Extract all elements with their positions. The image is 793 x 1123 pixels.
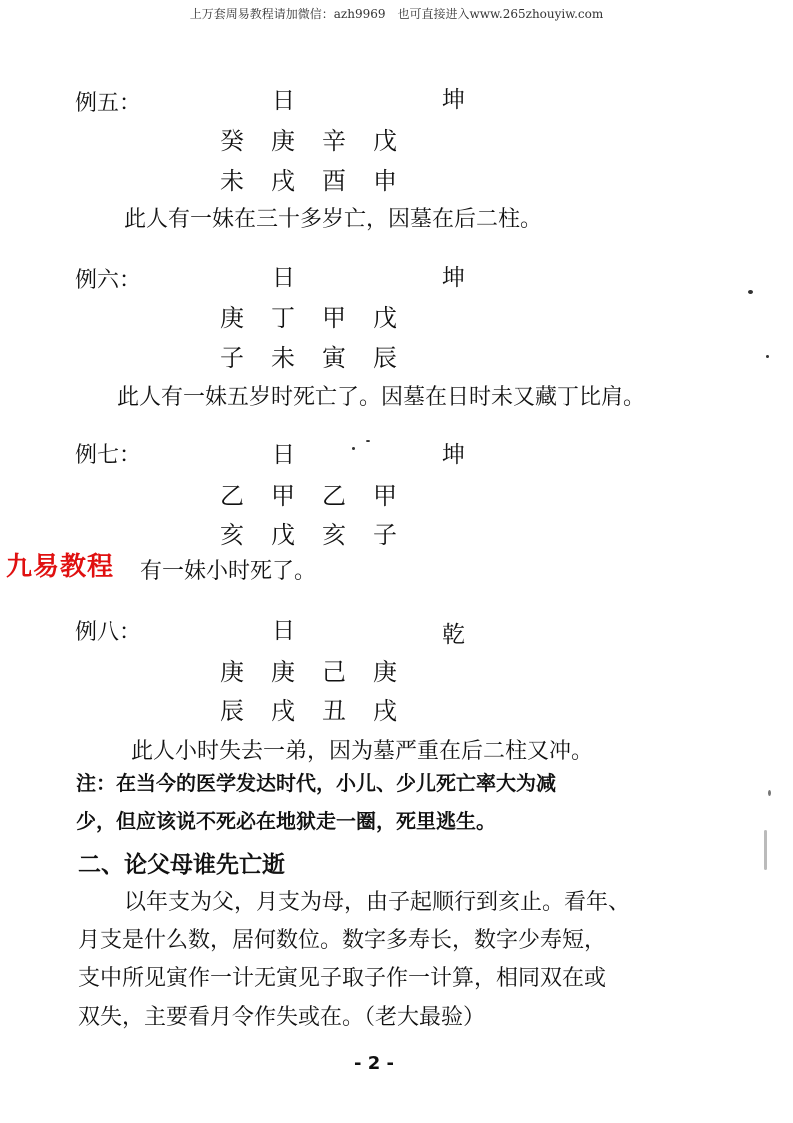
stem: 辛 (322, 127, 346, 155)
note-line-2: 少，但应该说不死必在地狱走一圈，死里逃生。 (76, 809, 496, 833)
scan-speck (768, 790, 771, 796)
example-7-comment: 有一妹小时死了。 (140, 559, 317, 584)
example-5-branches (220, 161, 424, 196)
example-6-gender: 坤 (442, 265, 465, 291)
stem: 甲 (322, 304, 346, 332)
example-8-branches (220, 691, 424, 726)
branch: 戌 (373, 697, 397, 725)
branch: 辰 (373, 344, 397, 372)
example-6-branches (220, 338, 424, 373)
example-8-label: 例八： (75, 620, 142, 645)
scan-speck (764, 830, 767, 870)
branch: 亥 (220, 521, 244, 549)
example-7-branches (220, 515, 424, 550)
stem: 庚 (220, 658, 244, 686)
branch: 戌 (271, 167, 295, 195)
section-paragraph-line: 双失，主要看月令作失或在。（老大最验） (78, 1005, 486, 1030)
example-5-stems (220, 121, 424, 156)
watermark-logo: 九易教程 (6, 552, 115, 582)
example-8-day-marker: 日 (272, 618, 295, 644)
stem: 乙 (322, 482, 346, 510)
stem: 甲 (271, 482, 295, 510)
stem: 乙 (220, 482, 244, 510)
stem: 庚 (271, 127, 295, 155)
stem: 庚 (271, 658, 295, 686)
branch: 子 (220, 344, 244, 372)
section-paragraph-line: 以年支为父，月支为母，由子起顺行到亥止。看年、 (124, 890, 631, 915)
branch: 申 (373, 167, 397, 195)
stem: 戊 (373, 304, 397, 332)
example-5-comment: 此人有一妹在三十多岁亡，因墓在后二柱。 (124, 207, 543, 232)
scan-speck (748, 290, 753, 294)
example-5-day-marker: 日 (272, 88, 295, 114)
branch: 戌 (271, 697, 295, 725)
stem: 甲 (373, 482, 397, 510)
example-7-stems (220, 476, 424, 511)
stem: 癸 (220, 127, 244, 155)
page-header-ad: 上万套周易教程请加微信：azh9969 也可直接进入www.265zhouyiw.com (189, 7, 604, 21)
branch: 丑 (322, 697, 346, 725)
example-7-day-marker: 日 (272, 442, 295, 468)
page-number: - 2 - (354, 1053, 394, 1074)
branch: 未 (220, 167, 244, 195)
stem: 庚 (220, 304, 244, 332)
example-6-stems (220, 298, 424, 333)
example-7-label: 例七： (75, 443, 142, 468)
branch: 未 (271, 344, 295, 372)
stem: 丁 (271, 304, 295, 332)
stem: 戊 (373, 127, 397, 155)
branch: 戊 (271, 521, 295, 549)
section-paragraph-line: 支中所见寅作一计无寅见子取子作一计算，相同双在或 (78, 966, 607, 991)
scan-speck (366, 440, 370, 442)
branch: 辰 (220, 697, 244, 725)
branch: 子 (373, 521, 397, 549)
scan-speck (352, 447, 355, 450)
example-5-label: 例五： (75, 91, 142, 116)
stem: 庚 (373, 658, 397, 686)
example-8-comment: 此人小时失去一弟，因为墓严重在后二柱又冲。 (131, 739, 594, 764)
branch: 酉 (322, 167, 346, 195)
branch: 亥 (322, 521, 346, 549)
branch: 寅 (322, 344, 346, 372)
example-8-gender: 乾 (442, 622, 465, 648)
example-6-label: 例六： (75, 268, 142, 293)
example-7-gender: 坤 (442, 442, 465, 468)
scan-speck (766, 355, 769, 358)
note-line-1: 注：在当今的医学发达时代，小儿、少儿死亡率大为减 (76, 771, 556, 795)
example-6-comment: 此人有一妹五岁时死亡了。因墓在日时未又藏丁比肩。 (117, 385, 646, 410)
stem: 己 (322, 658, 346, 686)
section-paragraph-line: 月支是什么数，居何数位。数字多寿长，数字少寿短， (78, 928, 607, 953)
example-5-gender: 坤 (442, 87, 465, 113)
section-heading: 二、论父母谁先亡逝 (78, 852, 285, 878)
example-8-stems (220, 652, 424, 687)
example-6-day-marker: 日 (272, 265, 295, 291)
